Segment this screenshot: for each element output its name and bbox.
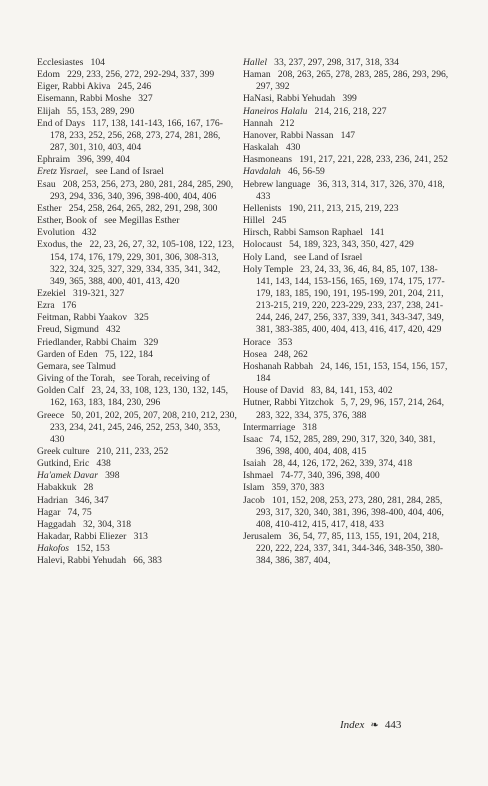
- index-entry-text: Edom 229, 233, 256, 272, 292-294, 337, 399: [37, 69, 215, 81]
- index-entry: [37, 531, 237, 543]
- index-entry: [243, 57, 451, 69]
- index-entry-text: Elijah 55, 153, 289, 290: [37, 105, 135, 117]
- index-entry: [243, 69, 451, 93]
- index-entry-text: Hellenists 190, 211, 213, 215, 219, 223: [243, 202, 399, 214]
- index-entry: [243, 337, 451, 349]
- index-entry: [37, 57, 237, 69]
- index-entry-text: Holy Temple 23, 24, 33, 36, 46, 84, 85, 107, 138-141, 143, 144, 153-156, 165, 169, 174, 175, 177-179, 183, 185, 190, 191, 195-199, 201, 204, 211, 213-215, 219, 220, 223-229, 233, 237, 238, 241-244, 246, 247, 256, 337, 339, 341, 343-347, 349, 381, 383-385, 400, 404, 413, 416, 417, 420, 429: [243, 263, 447, 336]
- index-entry: [37, 361, 237, 373]
- index-entry-text: Holocaust 54, 189, 323, 343, 350, 427, 429: [243, 239, 414, 251]
- index-entry: [37, 166, 237, 178]
- index-entry-text: Horace 353: [243, 336, 293, 348]
- index-entry-text: Eisemann, Rabbi Moshe 327: [37, 93, 153, 105]
- index-entry: [243, 239, 451, 251]
- index-entry-text: 33, 237, 297, 298, 317, 318, 334: [266, 57, 399, 68]
- index-term-italic: Hakofos: [37, 543, 69, 555]
- index-entry: [37, 409, 240, 446]
- index-entry: [37, 203, 237, 215]
- index-entry-text: Ezekiel 319-321, 327: [37, 287, 125, 299]
- index-entry-text: Hanover, Rabbi Nassan 147: [243, 129, 356, 141]
- index-column-left: [37, 57, 240, 568]
- index-entry: [37, 555, 237, 567]
- index-entry: [37, 179, 237, 203]
- index-entry: [37, 81, 237, 93]
- index-entry-text: Hutner, Rabbi Yitzchok 5, 7, 29, 96, 157, 214, 264, 283, 322, 334, 375, 376, 388: [243, 397, 447, 421]
- index-entry: [37, 239, 237, 288]
- index-entry-text: see Land of Israel: [88, 166, 164, 178]
- index-entry: [37, 495, 237, 507]
- index-term-italic: Eretz Yisrael,: [37, 166, 89, 178]
- index-entry: [37, 154, 237, 166]
- index-entry-text: Esau 208, 253, 256, 273, 280, 281, 284, 285, 290, 293, 294, 336, 340, 396, 398-400, 404, 406: [37, 178, 236, 202]
- index-entry-text: Evolution 432: [37, 227, 97, 239]
- index-entry: [243, 142, 451, 154]
- index-entry: [243, 470, 451, 482]
- index-entry: [243, 154, 451, 166]
- index-entry: [37, 385, 237, 409]
- index-entry-text: Friedlander, Rabbi Chaim 329: [37, 336, 159, 348]
- index-entry-text: Hannah 212: [243, 117, 295, 129]
- footer-index-label: Index: [340, 719, 365, 731]
- index-entry-text: Hoshanah Rabbah 24, 146, 151, 153, 154, 156, 157, 184: [243, 360, 450, 385]
- index-entry-text: Hadrian 346, 347: [37, 494, 109, 506]
- index-entry-text: Haggadah 32, 304, 318: [37, 518, 132, 530]
- index-entry-text: Exodus, the 22, 23, 26, 27, 32, 105-108, 122, 123, 154, 174, 176, 179, 229, 301, 306, 308-313, 322, 324, 325, 327, 329, 334, 335, 341, 342, 349, 365, 388, 400, 401, 413, 420: [37, 239, 237, 287]
- index-column-right: [243, 57, 451, 568]
- index-entry-text: Ecclesiastes 104: [37, 57, 105, 68]
- index-entry: [37, 215, 237, 227]
- index-entry-text: Haman 208, 263, 265, 278, 283, 285, 286, 293, 296, 297, 392: [243, 69, 451, 93]
- index-entry: [37, 337, 237, 349]
- index-entry-text: Feitman, Rabbi Yaakov 325: [37, 312, 149, 324]
- index-entry: [37, 349, 237, 361]
- index-entry-text: Greece 50, 201, 202, 205, 207, 208, 210, 212, 230, 233, 234, 241, 245, 246, 252, 253, 340, 353, 430: [37, 409, 240, 445]
- index-entry-text: End of Days 117, 138, 141-143, 166, 167, 176-178, 233, 252, 256, 268, 273, 274, 281, 286, 287, 301, 310, 403, 404: [37, 117, 223, 154]
- index-entry-text: Habakkuk 28: [37, 482, 94, 494]
- index-entry: [243, 264, 451, 337]
- index-entry-text: 152, 153: [68, 543, 110, 555]
- index-entry: [37, 118, 237, 154]
- page-number: 443: [384, 719, 402, 731]
- index-entry: [37, 312, 237, 324]
- index-entry-text: Esther, Book of see Megillas Esther: [37, 215, 180, 227]
- index-entry: [243, 531, 451, 567]
- index-entry-text: Hirsch, Rabbi Samson Raphael 141: [243, 227, 385, 239]
- index-entry-text: Hillel 245: [243, 215, 287, 227]
- index-entry-text: 46, 56-59: [280, 166, 325, 178]
- index-entry: [37, 288, 237, 300]
- index-entry-text: Isaiah 28, 44, 126, 172, 262, 339, 374, 418: [243, 458, 413, 470]
- index-entry: [243, 482, 451, 494]
- page-footer: [340, 719, 460, 731]
- index-entry-text: Golden Calf 23, 24, 33, 108, 123, 130, 132, 145, 162, 163, 183, 184, 230, 296: [37, 385, 231, 409]
- index-entry: [243, 166, 451, 178]
- index-entry: [243, 361, 451, 385]
- index-entry-text: Greek culture 210, 211, 233, 252: [37, 446, 169, 457]
- index-entry-text: Hakadar, Rabbi Eliezer 313: [37, 531, 148, 543]
- index-entry: [243, 397, 451, 421]
- index-entry-text: Jerusalem 36, 54, 77, 85, 113, 155, 191, 204, 218, 220, 222, 224, 337, 341, 344-346, 348-350, 380-384, 386, 387, 404,: [243, 531, 444, 567]
- index-entry-text: Ephraim 396, 399, 404: [37, 154, 130, 166]
- index-term-italic: Haneiros Halalu: [243, 105, 308, 117]
- index-entry: [37, 227, 237, 239]
- ornament-icon: ❧: [370, 720, 379, 731]
- index-entry: [37, 458, 237, 470]
- index-entry: [243, 118, 451, 130]
- index-term-italic: Ha'amek Davar: [37, 470, 98, 482]
- index-entry-text: Intermarriage 318: [243, 421, 317, 433]
- index-term-italic: Hallel: [243, 57, 267, 68]
- index-entry: [243, 434, 451, 458]
- index-entry: [37, 482, 237, 494]
- index-entry-text: Ezra 176: [37, 300, 77, 312]
- index-entry: [37, 93, 237, 105]
- index-entry-text: Freud, Sigmund 432: [37, 324, 121, 336]
- index-entry-text: Hebrew language 36, 313, 314, 317, 326, 370, 418, 433: [243, 178, 448, 202]
- index-entry-text: Hagar 74, 75: [37, 506, 92, 518]
- index-entry: [37, 106, 237, 118]
- index-entry: [243, 106, 451, 118]
- index-entry-text: HaNasi, Rabbi Yehudah 399: [243, 93, 357, 105]
- index-entry: [37, 324, 237, 336]
- index-entry: [37, 300, 237, 312]
- index-term-italic: Havdalah: [243, 166, 281, 178]
- index-entry-text: Eiger, Rabbi Akiva 245, 246: [37, 81, 152, 93]
- index-entry: [243, 203, 451, 215]
- index-entry: [37, 373, 237, 385]
- index-entry: [243, 130, 451, 142]
- index-entry: [243, 93, 451, 105]
- index-entry: [37, 543, 237, 555]
- index-entry-text: Halevi, Rabbi Yehudah 66, 383: [37, 555, 162, 567]
- index-entry-text: Hasmoneans 191, 217, 221, 228, 233, 236, 241, 252: [243, 154, 448, 166]
- index-entry: [243, 495, 451, 531]
- index-entry-text: Esther 254, 258, 264, 265, 282, 291, 298, 300: [37, 202, 218, 214]
- index-entry-text: Ishmael 74-77, 340, 396, 398, 400: [243, 470, 380, 482]
- index-entry: [243, 422, 451, 434]
- index-entry-text: Giving of the Torah, see Torah, receiving of: [37, 373, 210, 385]
- index-entry-text: 398: [97, 470, 120, 482]
- index-entry: [243, 227, 451, 239]
- index-entry: [243, 179, 451, 203]
- index-entry-text: Islam 359, 370, 383: [243, 482, 325, 494]
- index-entry-text: Holy Land, see Land of Israel: [243, 251, 363, 263]
- index-entry: [37, 446, 237, 458]
- index-entry: [243, 349, 451, 361]
- index-entry: [37, 519, 237, 531]
- index-entry-text: Hosea 248, 262: [243, 348, 308, 360]
- index-entry-text: Jacob 101, 152, 208, 253, 273, 280, 281, 284, 285, 293, 317, 320, 340, 381, 396, 398-400, 404, 406, 408, 410-412, 415, 417, 418, 433: [243, 494, 447, 530]
- index-entry-text: Gemara, see Talmud: [37, 360, 116, 372]
- index-entry: [37, 470, 237, 482]
- index-entry: [243, 458, 451, 470]
- index-entry: [243, 385, 451, 397]
- index-entry-text: 214, 216, 218, 227: [307, 105, 387, 117]
- index-entry-text: Garden of Eden 75, 122, 184: [37, 348, 153, 360]
- index-entry-text: Haskalah 430: [243, 142, 301, 154]
- index-entry-text: House of David 83, 84, 141, 153, 402: [243, 385, 393, 397]
- index-entry: [37, 69, 237, 81]
- index-entry-text: Gutkind, Eric 438: [37, 458, 111, 470]
- index-entry: [37, 507, 237, 519]
- index-entry-text: Isaac 74, 152, 285, 289, 290, 317, 320, 340, 381, 396, 398, 400, 404, 408, 415: [243, 433, 438, 457]
- index-entry: [243, 252, 451, 264]
- index-entry: [243, 215, 451, 227]
